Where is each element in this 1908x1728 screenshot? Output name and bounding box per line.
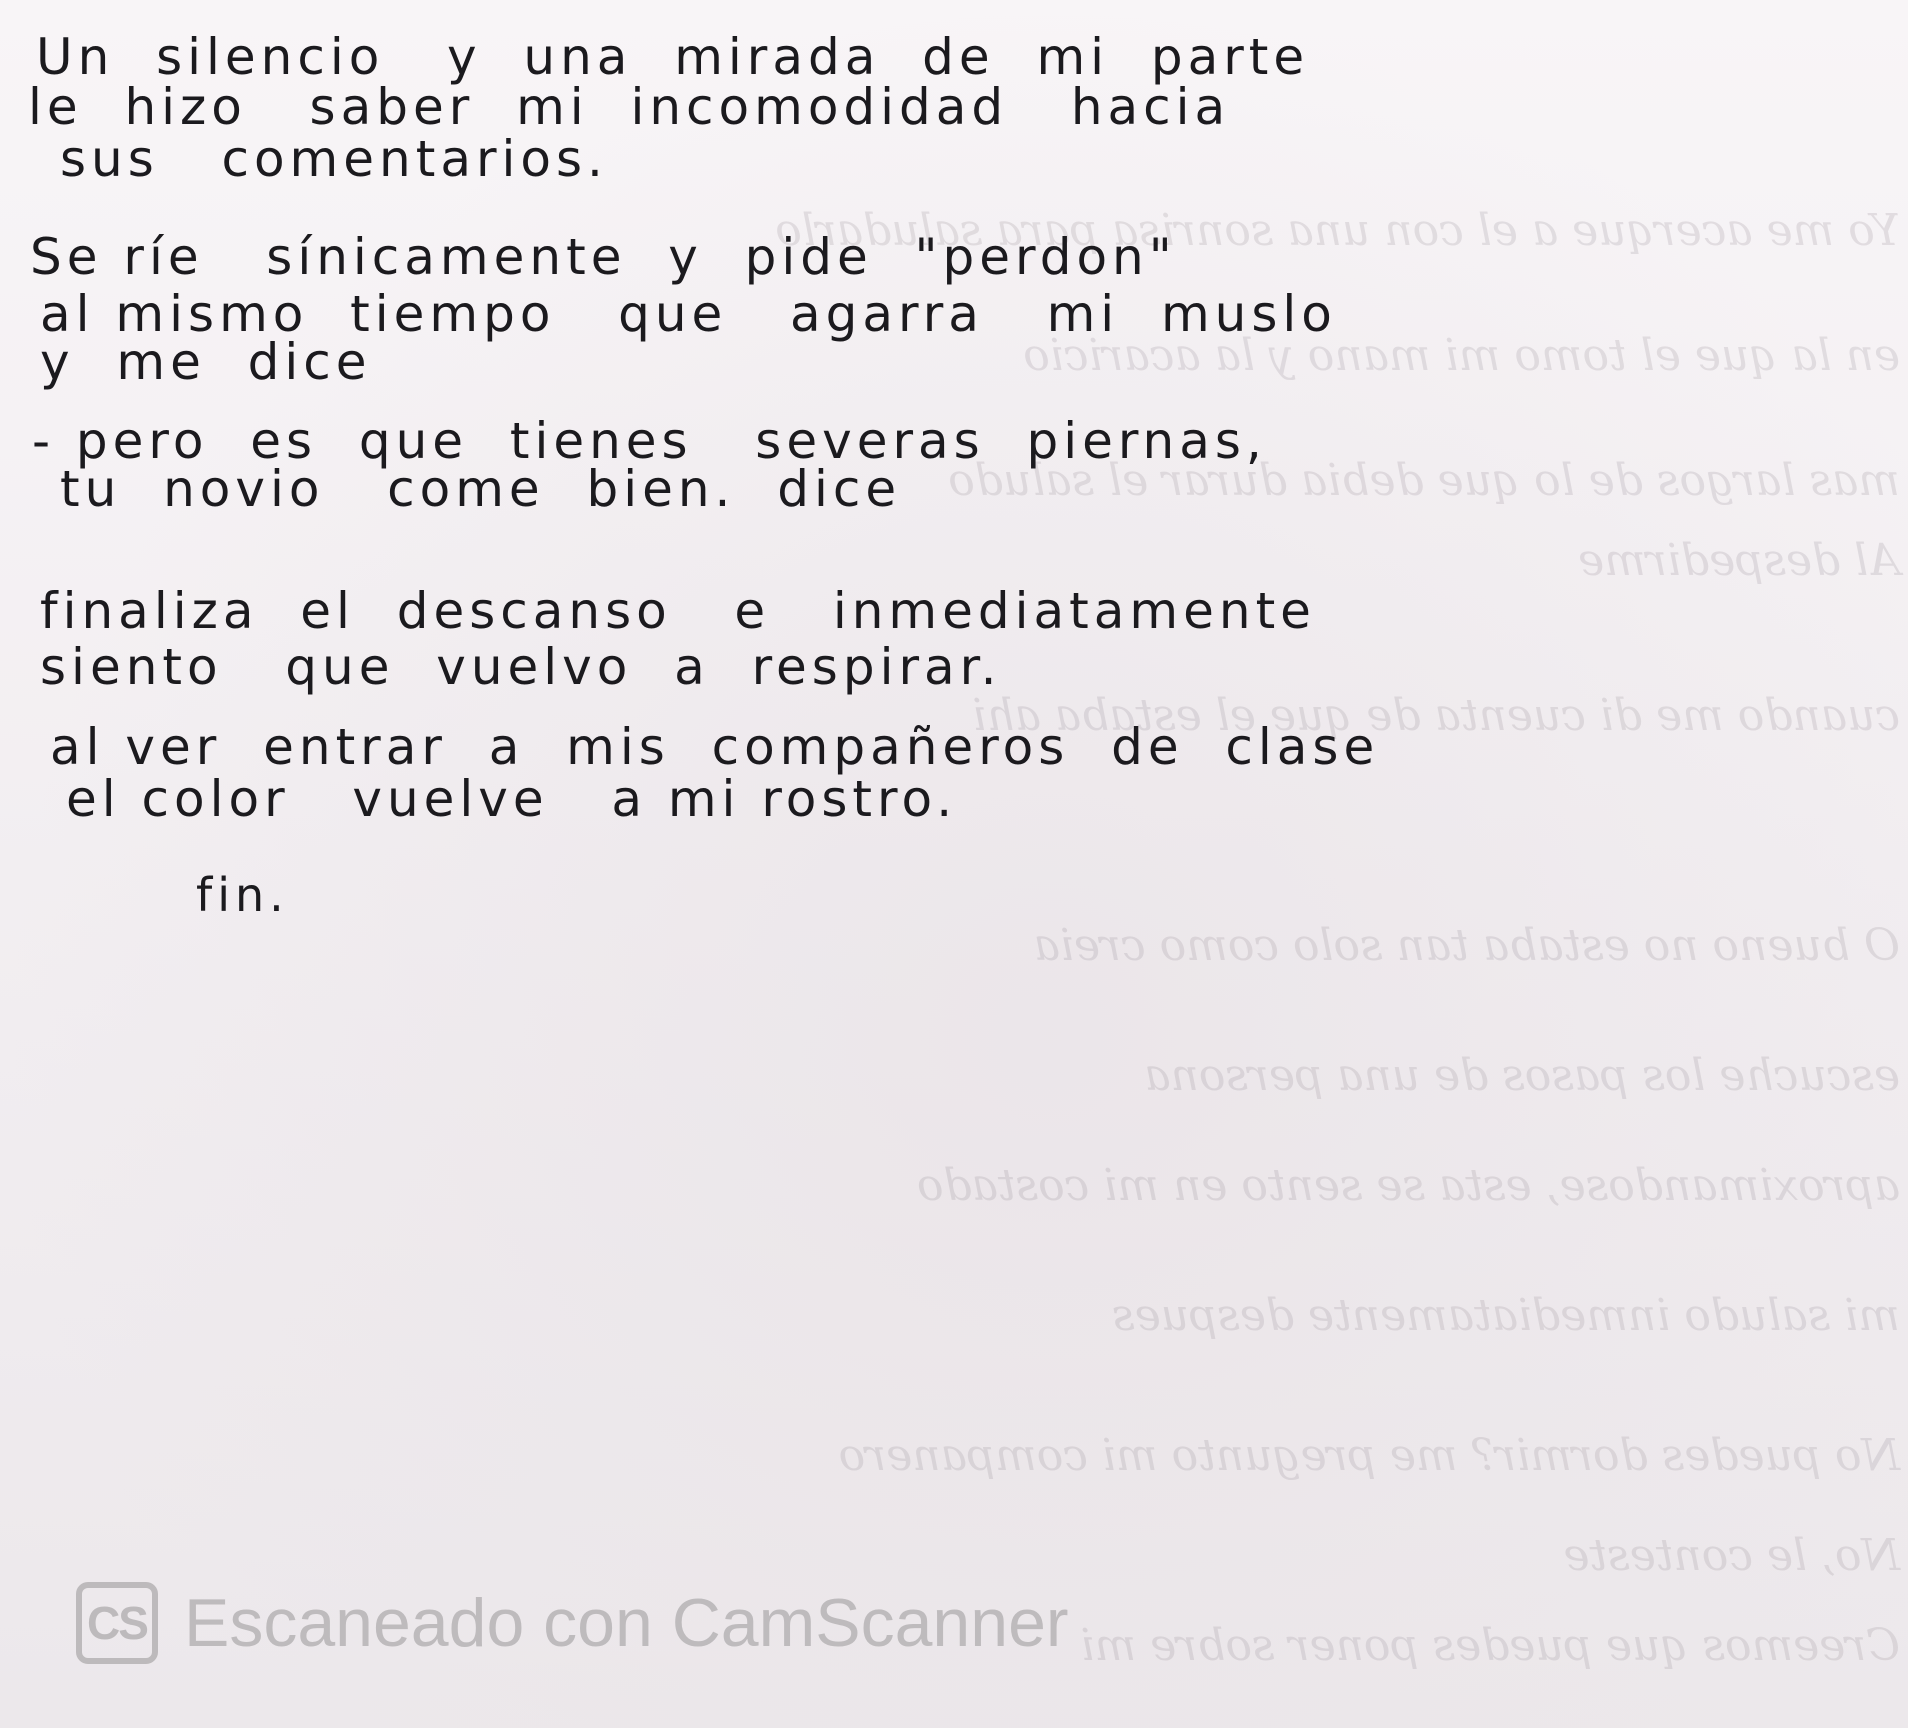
handwritten-line: al ver entrar a mis compañeros de clase [50,718,1380,776]
bleed-through-line: en la que el tomo mi mano y la acaricio [1023,330,1900,381]
bleed-through-line: Al despedirme [1578,535,1900,586]
bleed-through-line: aproximandose, esta se sento en mi costado [916,1160,1900,1211]
handwritten-line: Se ríe sínicamente y pide "perdon" [30,228,1177,286]
camscanner-logo-icon: CS [76,1582,158,1664]
bleed-through-line: mas largos de lo que debia durar el saludo [948,455,1900,506]
bleed-through-line: Yo me acerque a el con una sonrisa para saludarlo [775,205,1900,256]
handwritten-line: finaliza el descanso e inmediatamente [40,582,1316,640]
handwritten-line: tu novio come bien. dice [60,460,902,518]
ending-word: fin. [196,868,289,922]
bleed-through-line: No, le conteste [1563,1530,1900,1581]
handwritten-line: al mismo tiempo que agarra mi muslo [40,285,1337,343]
handwritten-line: Un silencio y una mirada de mi parte [36,28,1310,86]
handwritten-line: - pero es que tienes severas piernas, [32,412,1267,470]
handwritten-line: sus comentarios. [60,130,608,188]
handwritten-line: le hizo saber mi incomodidad hacia [28,78,1231,136]
bleed-through-line: Creemos que puedes poner sobre mi [1080,1620,1900,1671]
bleed-through-line: cuando me di cuenta de que el estaba ahi [972,690,1900,741]
camscanner-watermark [76,1582,1069,1664]
handwritten-line: y me dice [40,333,372,391]
bleed-through-line: No puedes dormir? me pregunto mi companero [838,1430,1900,1481]
bleed-through-line: O bueno no estaba tan solo como creia [1033,920,1900,971]
bleed-through-line: escuche los pasos de una persona [1144,1050,1900,1101]
watermark-text: Escaneado con CamScanner [184,1585,1069,1661]
bleed-through-line: mi saludo inmediatamente despues [1112,1290,1900,1341]
handwritten-line: el color vuelve a mi rostro. [66,770,958,828]
handwritten-line: siento que vuelvo a respirar. [40,638,1002,696]
